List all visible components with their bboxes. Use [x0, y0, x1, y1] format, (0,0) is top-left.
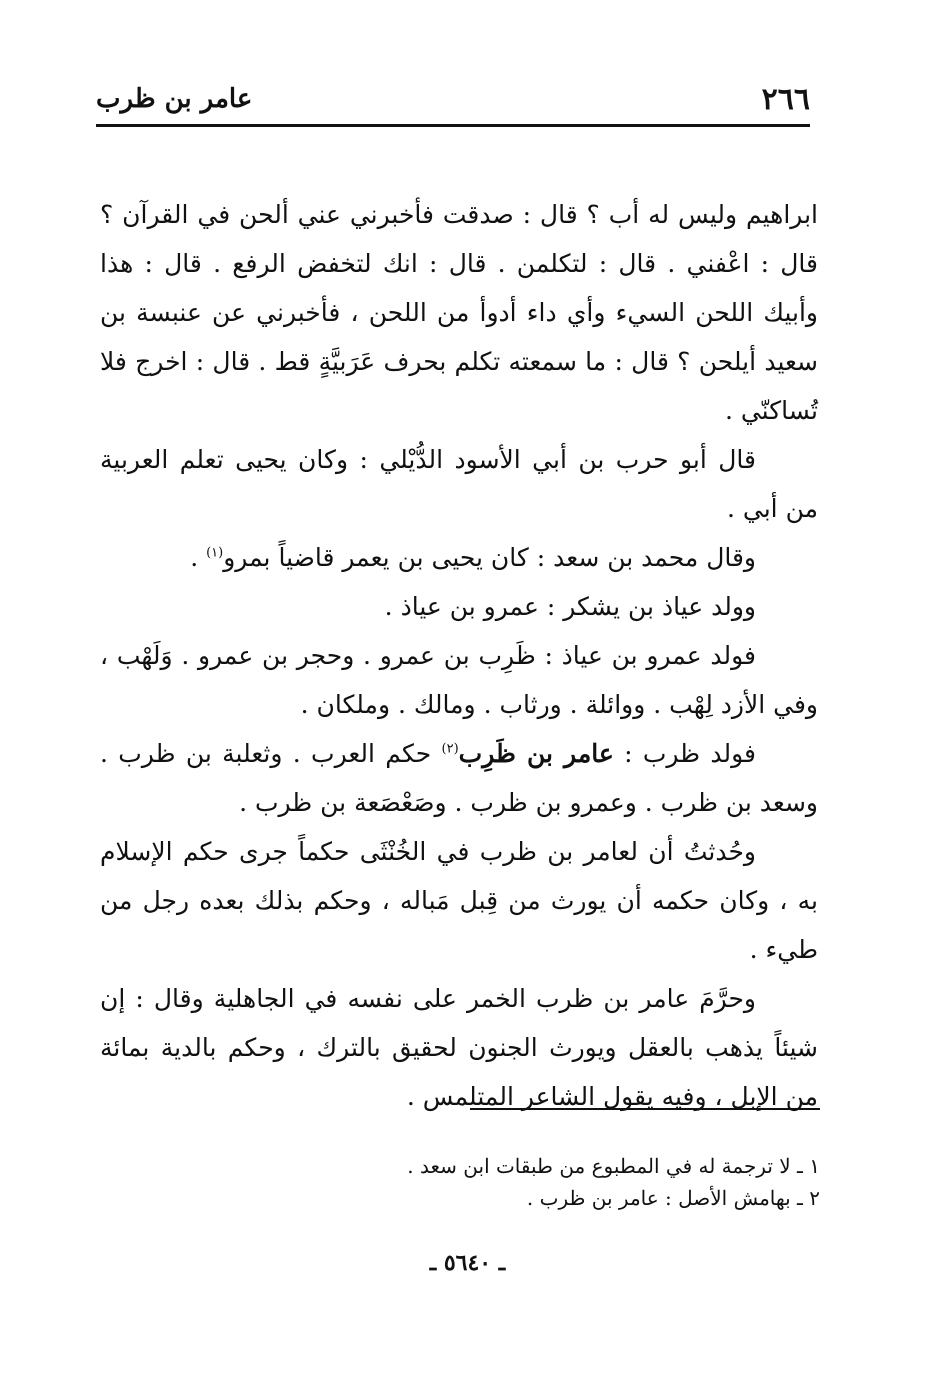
paragraph-text: وحرَّمَ عامر بن ظرب الخمر على نفسه في الجاهلية وقال : إن شيئاً يذهب بالعقل ويورث الجنون لحقيق بالترك ، وحكم بالدية بمائة من الإبل ، وفيه يقول الشاعر المتلمس .	[100, 984, 818, 1111]
highlighted-name: عامر بن ظَرِب	[458, 739, 614, 768]
paragraph-text: .	[190, 543, 207, 572]
page-header	[96, 82, 810, 122]
paragraph-2	[100, 435, 818, 533]
paragraph-text: فولد ظرب :	[613, 739, 756, 768]
header-rule	[96, 124, 810, 127]
footnote-rule	[470, 1108, 820, 1110]
main-text	[100, 190, 818, 1121]
paragraph-text: حكم العرب . وثعلبة بن ظرب . وسعد بن ظرب . وعمرو بن ظرب . وصَعْصَعة بن ظرب .	[100, 739, 818, 817]
footnote-ref-2: (٢)	[441, 741, 459, 757]
paragraph-text: وولد عياذ بن يشكر : عمرو بن عياذ .	[384, 592, 756, 621]
paragraph-8	[100, 974, 818, 1121]
folio-number: ـ ٥٦٤٠ ـ	[429, 1250, 506, 1276]
page-number: ٢٦٦	[761, 82, 810, 117]
paragraph-text: فولد عمرو بن عياذ : ظَرِب بن عمرو . وحجر بن عمرو . وَلَهْب ، وفي الأزد لِهْب . ووائلة . ورثاب . ومالك . وملكان .	[100, 641, 818, 719]
footnotes	[120, 1150, 820, 1214]
paragraph-3	[100, 533, 818, 582]
footnote-ref-1: (١)	[206, 545, 224, 561]
paragraph-7	[100, 827, 818, 974]
paragraph-6	[100, 729, 818, 827]
paragraph-5	[100, 631, 818, 729]
paragraph-text: قال أبو حرب بن أبي الأسود الدُّيْلي : وكان يحيى تعلم العربية من أبي .	[100, 445, 818, 523]
paragraph-text: وحُدثتُ أن لعامر بن ظرب في الخُنْثَى حكماً جرى حكم الإسلام به ، وكان حكمه أن يورث من قِبل مَباله ، وحكم بذلك بعده رجل من طيء .	[100, 837, 818, 964]
paragraph-4	[100, 582, 818, 631]
paragraph-text: ابراهيم وليس له أب ؟ قال : صدقت فأخبرني عني ألحن في القرآن ؟ قال : اعْفني . قال : لتكلمن . قال : انك لتخفض الرفع . قال : هذا وأبيك اللحن السيء وأي داء أدوأ من اللحن ، فأخبرني عن عنبسة بن سعيد أيلحن ؟ قال : ما سمعته تكلم بحرف عَرَبيَّةٍ قط . قال : اخرج فلا تُساكنّي .	[100, 200, 818, 425]
paragraph-1	[100, 190, 818, 435]
footnote-1: ١ ـ لا ترجمة له في المطبوع من طبقات ابن سعد .	[407, 1154, 820, 1178]
running-title: عامر بن ظرب	[96, 84, 253, 114]
paragraph-text: وقال محمد بن سعد : كان يحيى بن يعمر قاضياً بمرو	[223, 543, 756, 572]
footnote-2: ٢ ـ بهامش الأصل : عامر بن ظرب .	[526, 1186, 820, 1210]
